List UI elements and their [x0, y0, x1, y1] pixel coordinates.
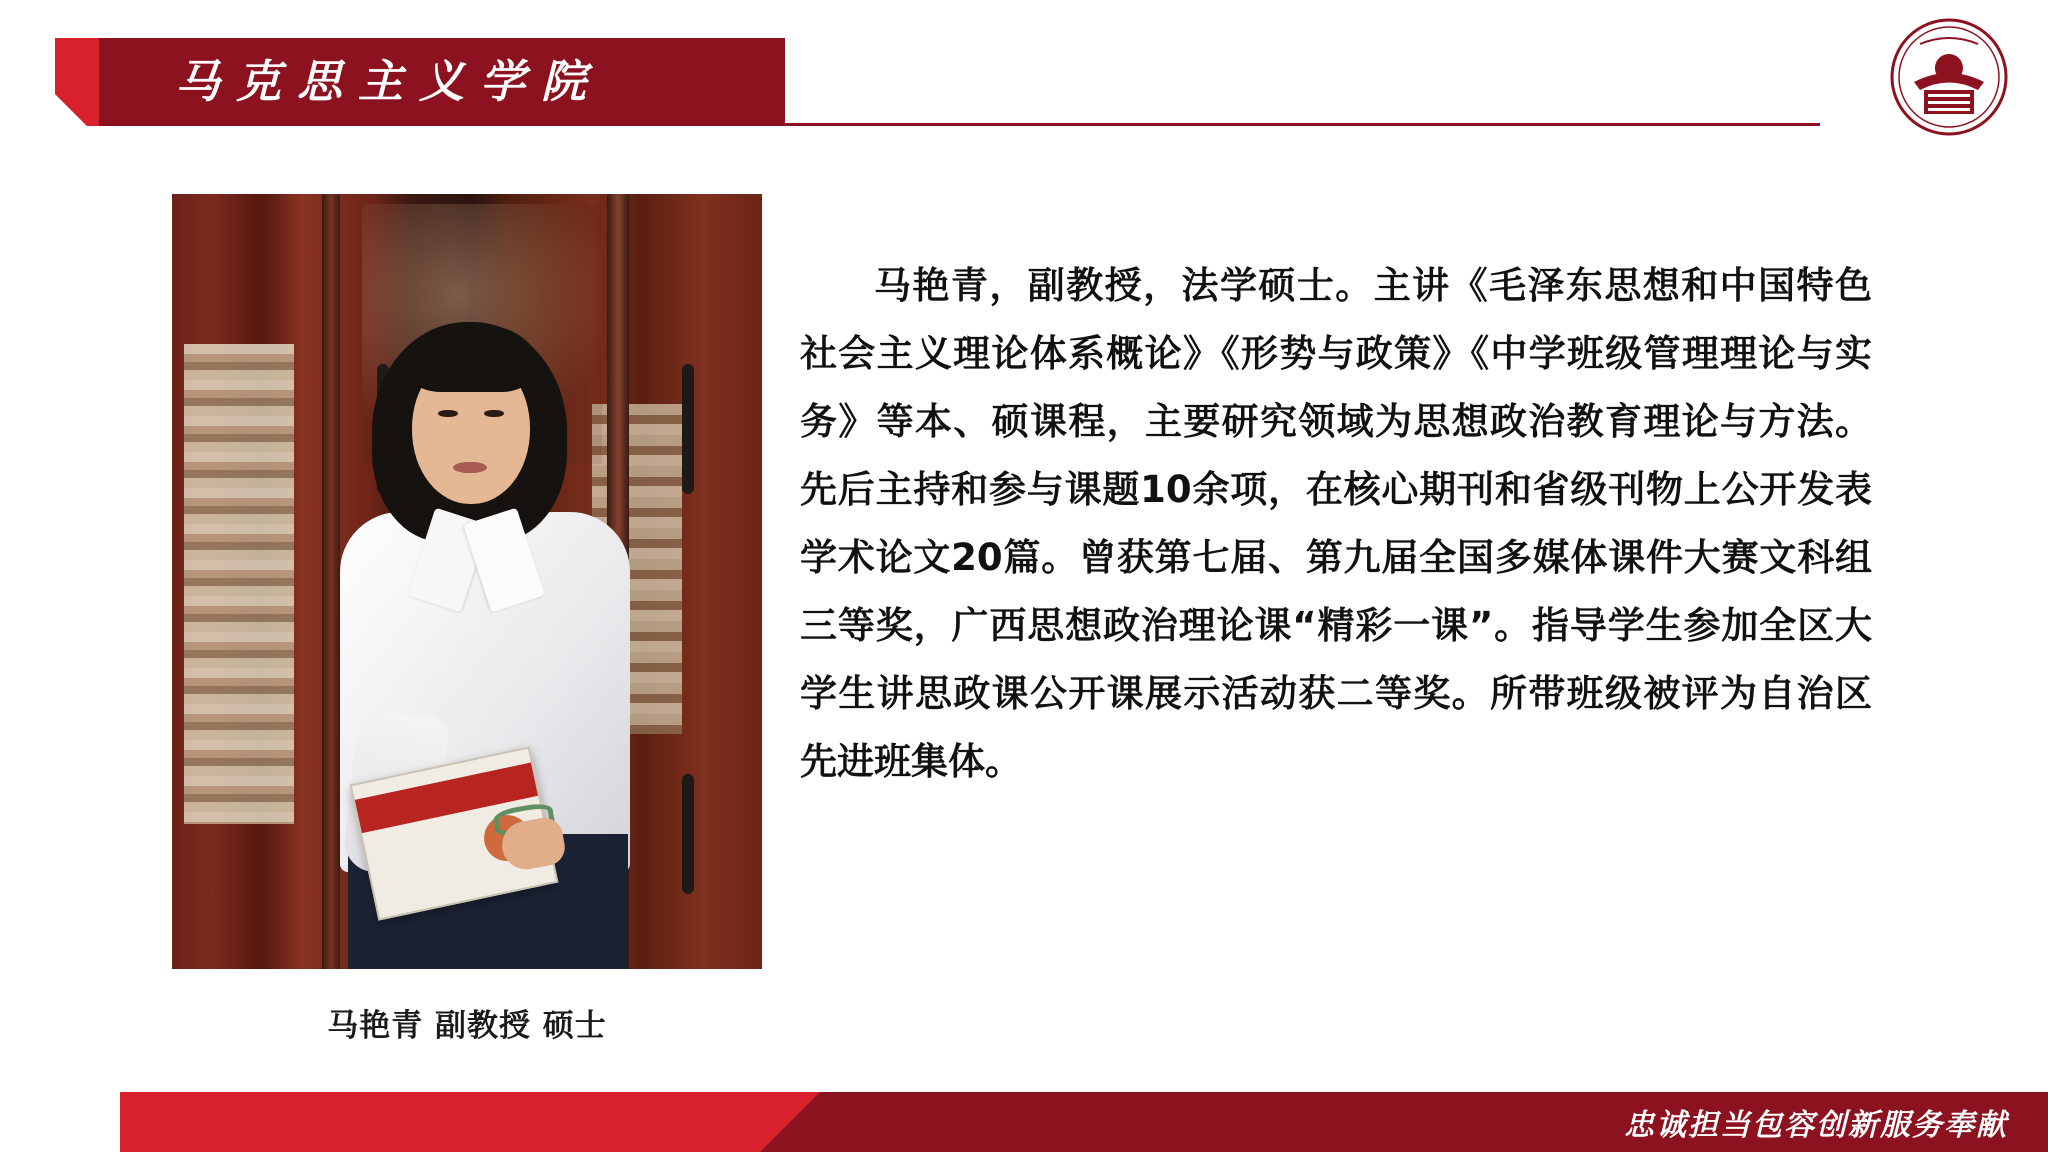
page-title: 马克思主义学院	[175, 55, 603, 108]
photo-cabinet-handle	[682, 364, 694, 494]
header-banner-accent-shape	[55, 38, 99, 126]
biography-text: 马艳青，副教授，法学硕士。主讲《毛泽东思想和中国特色社会主义理论体系概论》《形势与政策》《中学班级管理理论与实务》等本、硕课程，主要研究领域为思想政治教育理论与方法。先后主持和参与课题10余项，在核心期刊和省级刊物上公开发表学术论文20篇。曾获第七届、第九届全国多媒体课件大赛文科组三等奖，广西思想政治理论课“精彩一课”。指导学生参加全区大学生讲思政课公开课展示活动获二等奖。所带班级被评为自治区先进班集体。	[800, 264, 1872, 783]
photo-cabinet-frame-left	[322, 194, 340, 969]
person-eye-right	[484, 410, 504, 417]
slide-footer	[0, 1078, 2048, 1152]
university-logo-icon	[1890, 18, 2008, 136]
person-hair-front	[404, 324, 538, 392]
photo-caption: 马艳青 副教授 硕士	[327, 1008, 607, 1044]
photo-bookshelf-books	[184, 344, 294, 824]
slide-header	[0, 0, 2048, 150]
person-eye-left	[438, 410, 458, 417]
header-rule	[780, 123, 1820, 126]
footer-bar-notch	[0, 1092, 120, 1152]
person-mouth	[453, 462, 487, 473]
photo-cabinet-handle	[682, 774, 694, 894]
portrait-photo	[172, 194, 762, 969]
footer-slogan: 忠诚担当包容创新服务奉献	[1624, 1108, 2008, 1143]
footer-bar-accent	[0, 1092, 820, 1152]
